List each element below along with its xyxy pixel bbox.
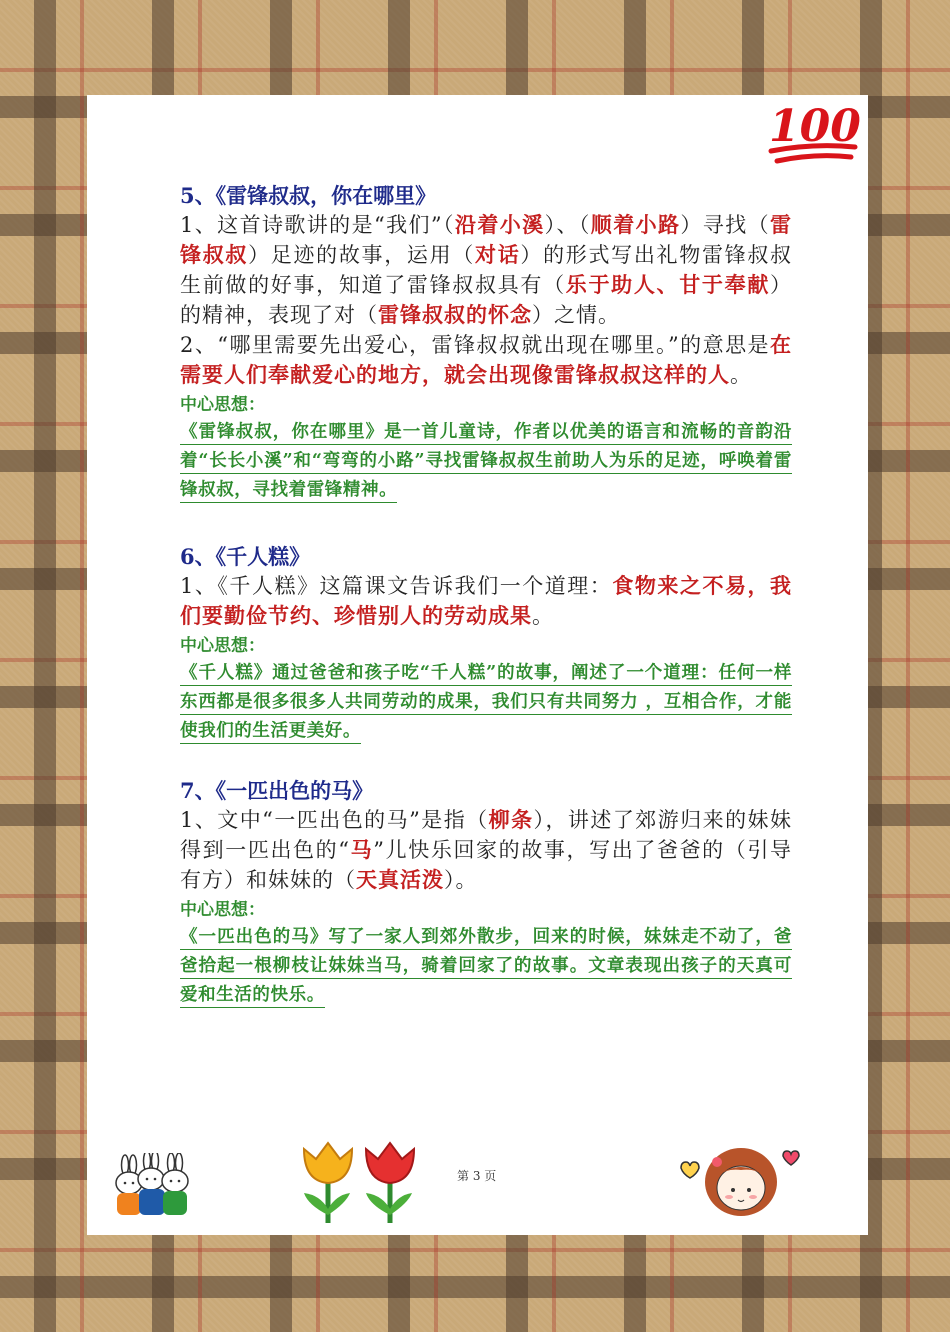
text-run: 。: [532, 604, 554, 628]
summary-label: 中心思想：: [180, 395, 265, 415]
text-run: 2、“哪里需要先出爱心，雷锋叔叔就出现在哪里。”的意思是: [180, 333, 770, 357]
paragraph-1: [180, 571, 792, 631]
section-title: 5、《雷锋叔叔，你在哪里》: [180, 183, 437, 208]
section-title: 7、《一匹出色的马》: [180, 778, 374, 803]
answer-highlight: 沿着小溪: [454, 212, 545, 237]
girl-with-hearts-sticker-icon: [675, 1140, 805, 1225]
paragraph-1: [180, 805, 792, 895]
page-number: 第 3 页: [457, 1169, 497, 1183]
svg-text:100: 100: [769, 101, 861, 152]
answer-highlight: 食物来之不易，我们要勤俭节约、珍惜别人的劳动成果: [180, 573, 793, 628]
text-run: 1、这首诗歌讲的是“我们”（: [180, 213, 455, 237]
summary-label: 中心思想：: [180, 900, 265, 920]
text-run: ），讲述了郊游归来的妹妹得到一匹出色的“: [180, 808, 793, 862]
answer-highlight: 在需要人们奉献爱心的地方，就会出现像雷锋叔叔这样的人: [180, 332, 792, 387]
answer-highlight: 乐于助人、甘于奉献: [565, 272, 771, 297]
answer-highlight: 马: [350, 837, 374, 862]
paragraph-2: [180, 330, 792, 390]
text-run: ）的精神，表现了对（: [180, 273, 793, 327]
answer-highlight: 顺着小路: [590, 212, 681, 237]
text-run: 。: [730, 363, 752, 387]
text-run: 1、文中“一匹出色的马”是指（: [180, 808, 489, 832]
text-run: ”儿快乐回家的故事，写出了爸爸的（引导有方）和妹妹的（: [180, 838, 793, 892]
content-area: [180, 181, 792, 1010]
summary-text: 《一匹出色的马》写了一家人到郊外散步，回来的时候，妹妹走不动了，爸爸拾起一根柳枝让妹妹当马，骑着回家了的故事。文章表现出孩子的天真可爱和生活的快乐。: [180, 923, 792, 1010]
text-run: ）。: [444, 868, 478, 892]
answer-highlight: 对话: [475, 242, 521, 267]
text-run: ）、（: [544, 213, 591, 237]
text-run: ）寻找（: [680, 213, 771, 237]
answer-highlight: 柳条: [488, 807, 534, 832]
bunnies-sticker-icon: [111, 1153, 201, 1225]
summary-label: 中心思想：: [180, 636, 265, 656]
text-run: ）的形式写出礼物雷锋叔叔生前做的好事，知道了雷锋叔叔具有（: [180, 243, 793, 297]
answer-highlight: 雷锋叔叔的怀念: [378, 302, 532, 327]
summary-text: 《千人糕》通过爸爸和孩子吃“千人糕”的故事，阐述了一个道理：任何一样东西都是很多很多人共同劳动的成果，我们只有共同努力 ，互相合作，才能使我们的生活更美好。: [180, 659, 792, 746]
text-run: ）之情。: [532, 303, 620, 327]
answer-highlight: 雷锋叔叔: [180, 212, 793, 267]
tulips-sticker-icon: [294, 1135, 424, 1230]
text-run: 1、《千人糕》这篇课文告诉我们一个道理：: [180, 574, 613, 598]
summary-text: 《雷锋叔叔，你在哪里》是一首儿童诗，作者以优美的语言和流畅的音韵沿着“长长小溪”和“弯弯的小路”寻找雷锋叔叔生前助人为乐的足迹，呼唤着雷锋叔叔，寻找着雷锋精神。: [180, 418, 792, 505]
document-page: [87, 95, 868, 1235]
answer-highlight: 天真活泼: [356, 867, 444, 892]
hundred-points-icon: [763, 95, 863, 167]
text-run: ）足迹的故事，运用（: [248, 243, 476, 267]
section-title: 6、《千人糕》: [180, 544, 311, 569]
paragraph-1: [180, 210, 792, 330]
